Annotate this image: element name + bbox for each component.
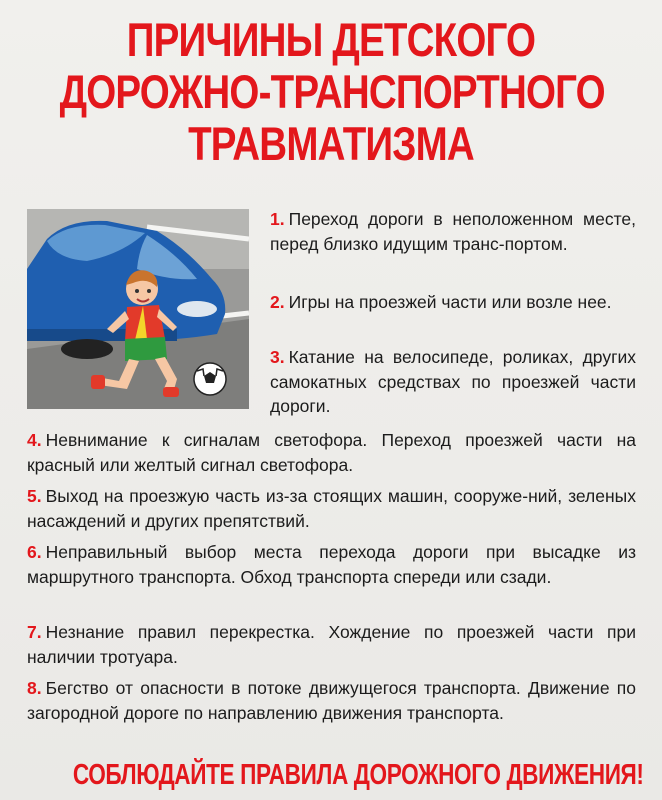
title-line-1: ПРИЧИНЫ ДЕТСКОГО — [126, 13, 536, 66]
item-text: Бегство от опасности в потоке движущегося транспорта. Движение по загородной дороге по направлению движения транспорта. — [27, 678, 636, 723]
item-number: 3. — [270, 347, 285, 367]
item-number: 1. — [270, 209, 285, 229]
list-item — [27, 620, 636, 669]
list-item — [27, 484, 636, 533]
item-text: Выход на проезжую часть из-за стоящих машин, сооруже-ний, зеленых насаждений и других препятствий. — [27, 486, 636, 531]
item-number: 8. — [27, 678, 42, 698]
item-number: 5. — [27, 486, 42, 506]
item-text: Невнимание к сигналам светофора. Переход проезжей части на красный или желтый сигнал светофора. — [27, 430, 636, 475]
footer-slogan: СОБЛЮДАЙТЕ ПРАВИЛА ДОРОЖНОГО ДВИЖЕНИЯ! — [72, 759, 644, 791]
item-text: Незнание правил перекрестка. Хождение по проезжей части при наличии тротуара. — [27, 622, 636, 667]
title-line-2: ДОРОЖНО-ТРАНСПОРТНОГО — [59, 65, 605, 118]
boy-with-ball-and-car-illustration — [27, 209, 249, 409]
item-number: 7. — [27, 622, 42, 642]
item-text: Неправильный выбор места перехода дороги при высадке из маршрутного транспорта. Обход транспорта спереди или сзади. — [27, 542, 636, 587]
item-text: Переход дороги в неположенном месте, перед близко идущим транс-портом. — [270, 209, 636, 254]
list-item — [27, 428, 636, 477]
item-number: 2. — [270, 292, 285, 312]
list-item — [27, 676, 636, 725]
list-item — [270, 290, 636, 315]
item-text: Игры на проезжей части или возле нее. — [288, 292, 612, 312]
title-line-3: ТРАВМАТИЗМА — [188, 117, 474, 170]
item-text: Катание на велосипеде, роликах, других самокатных средствах по проезжей части дороги. — [270, 347, 636, 416]
item-number: 4. — [27, 430, 42, 450]
list-item — [27, 540, 636, 589]
list-item — [270, 345, 636, 419]
list-item — [270, 207, 636, 256]
item-number: 6. — [27, 542, 42, 562]
poster-title — [60, 14, 603, 170]
